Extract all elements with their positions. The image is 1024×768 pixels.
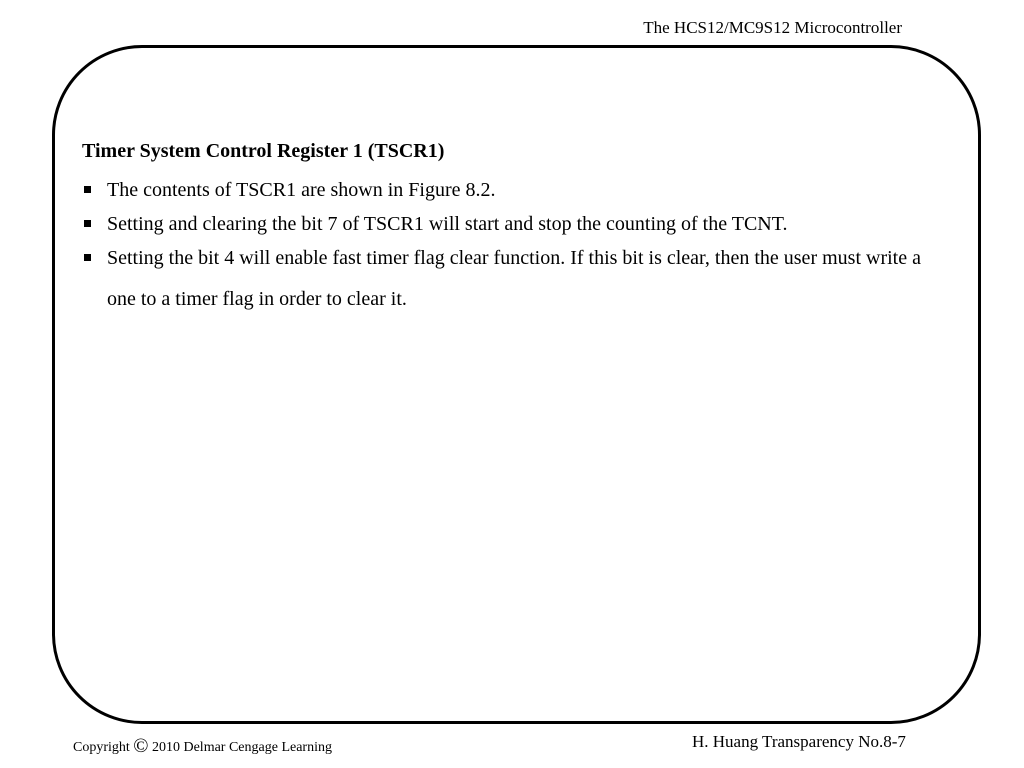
bullet-text: Setting the bit 4 will enable fast timer flag clear function. If this bit is clear, then the user must write a one to a timer flag in order to clear it. [107, 247, 921, 310]
square-bullet-icon [84, 186, 91, 193]
copyright-text: 2010 Delmar Cengage Learning [151, 740, 332, 755]
bullet-text: Setting and clearing the bit 7 of TSCR1 will start and stop the counting of the TCNT. [107, 213, 788, 235]
copyright-symbol: © [133, 735, 149, 757]
bullet-text: The contents of TSCR1 are shown in Figure 8.2. [107, 179, 496, 201]
slide-heading: Timer System Control Register 1 (TSCR1) [82, 140, 445, 162]
square-bullet-icon [84, 220, 91, 227]
slide-content [82, 137, 942, 320]
header-title: The HCS12/MC9S12 Microcontroller [643, 18, 902, 37]
footer-copyright [73, 734, 332, 760]
bullet-item [82, 238, 942, 320]
footer-page-label: H. Huang Transparency No.8-7 [692, 732, 906, 751]
copyright-prefix: Copyright [73, 740, 130, 755]
bullet-list [82, 170, 942, 320]
square-bullet-icon [84, 254, 91, 261]
